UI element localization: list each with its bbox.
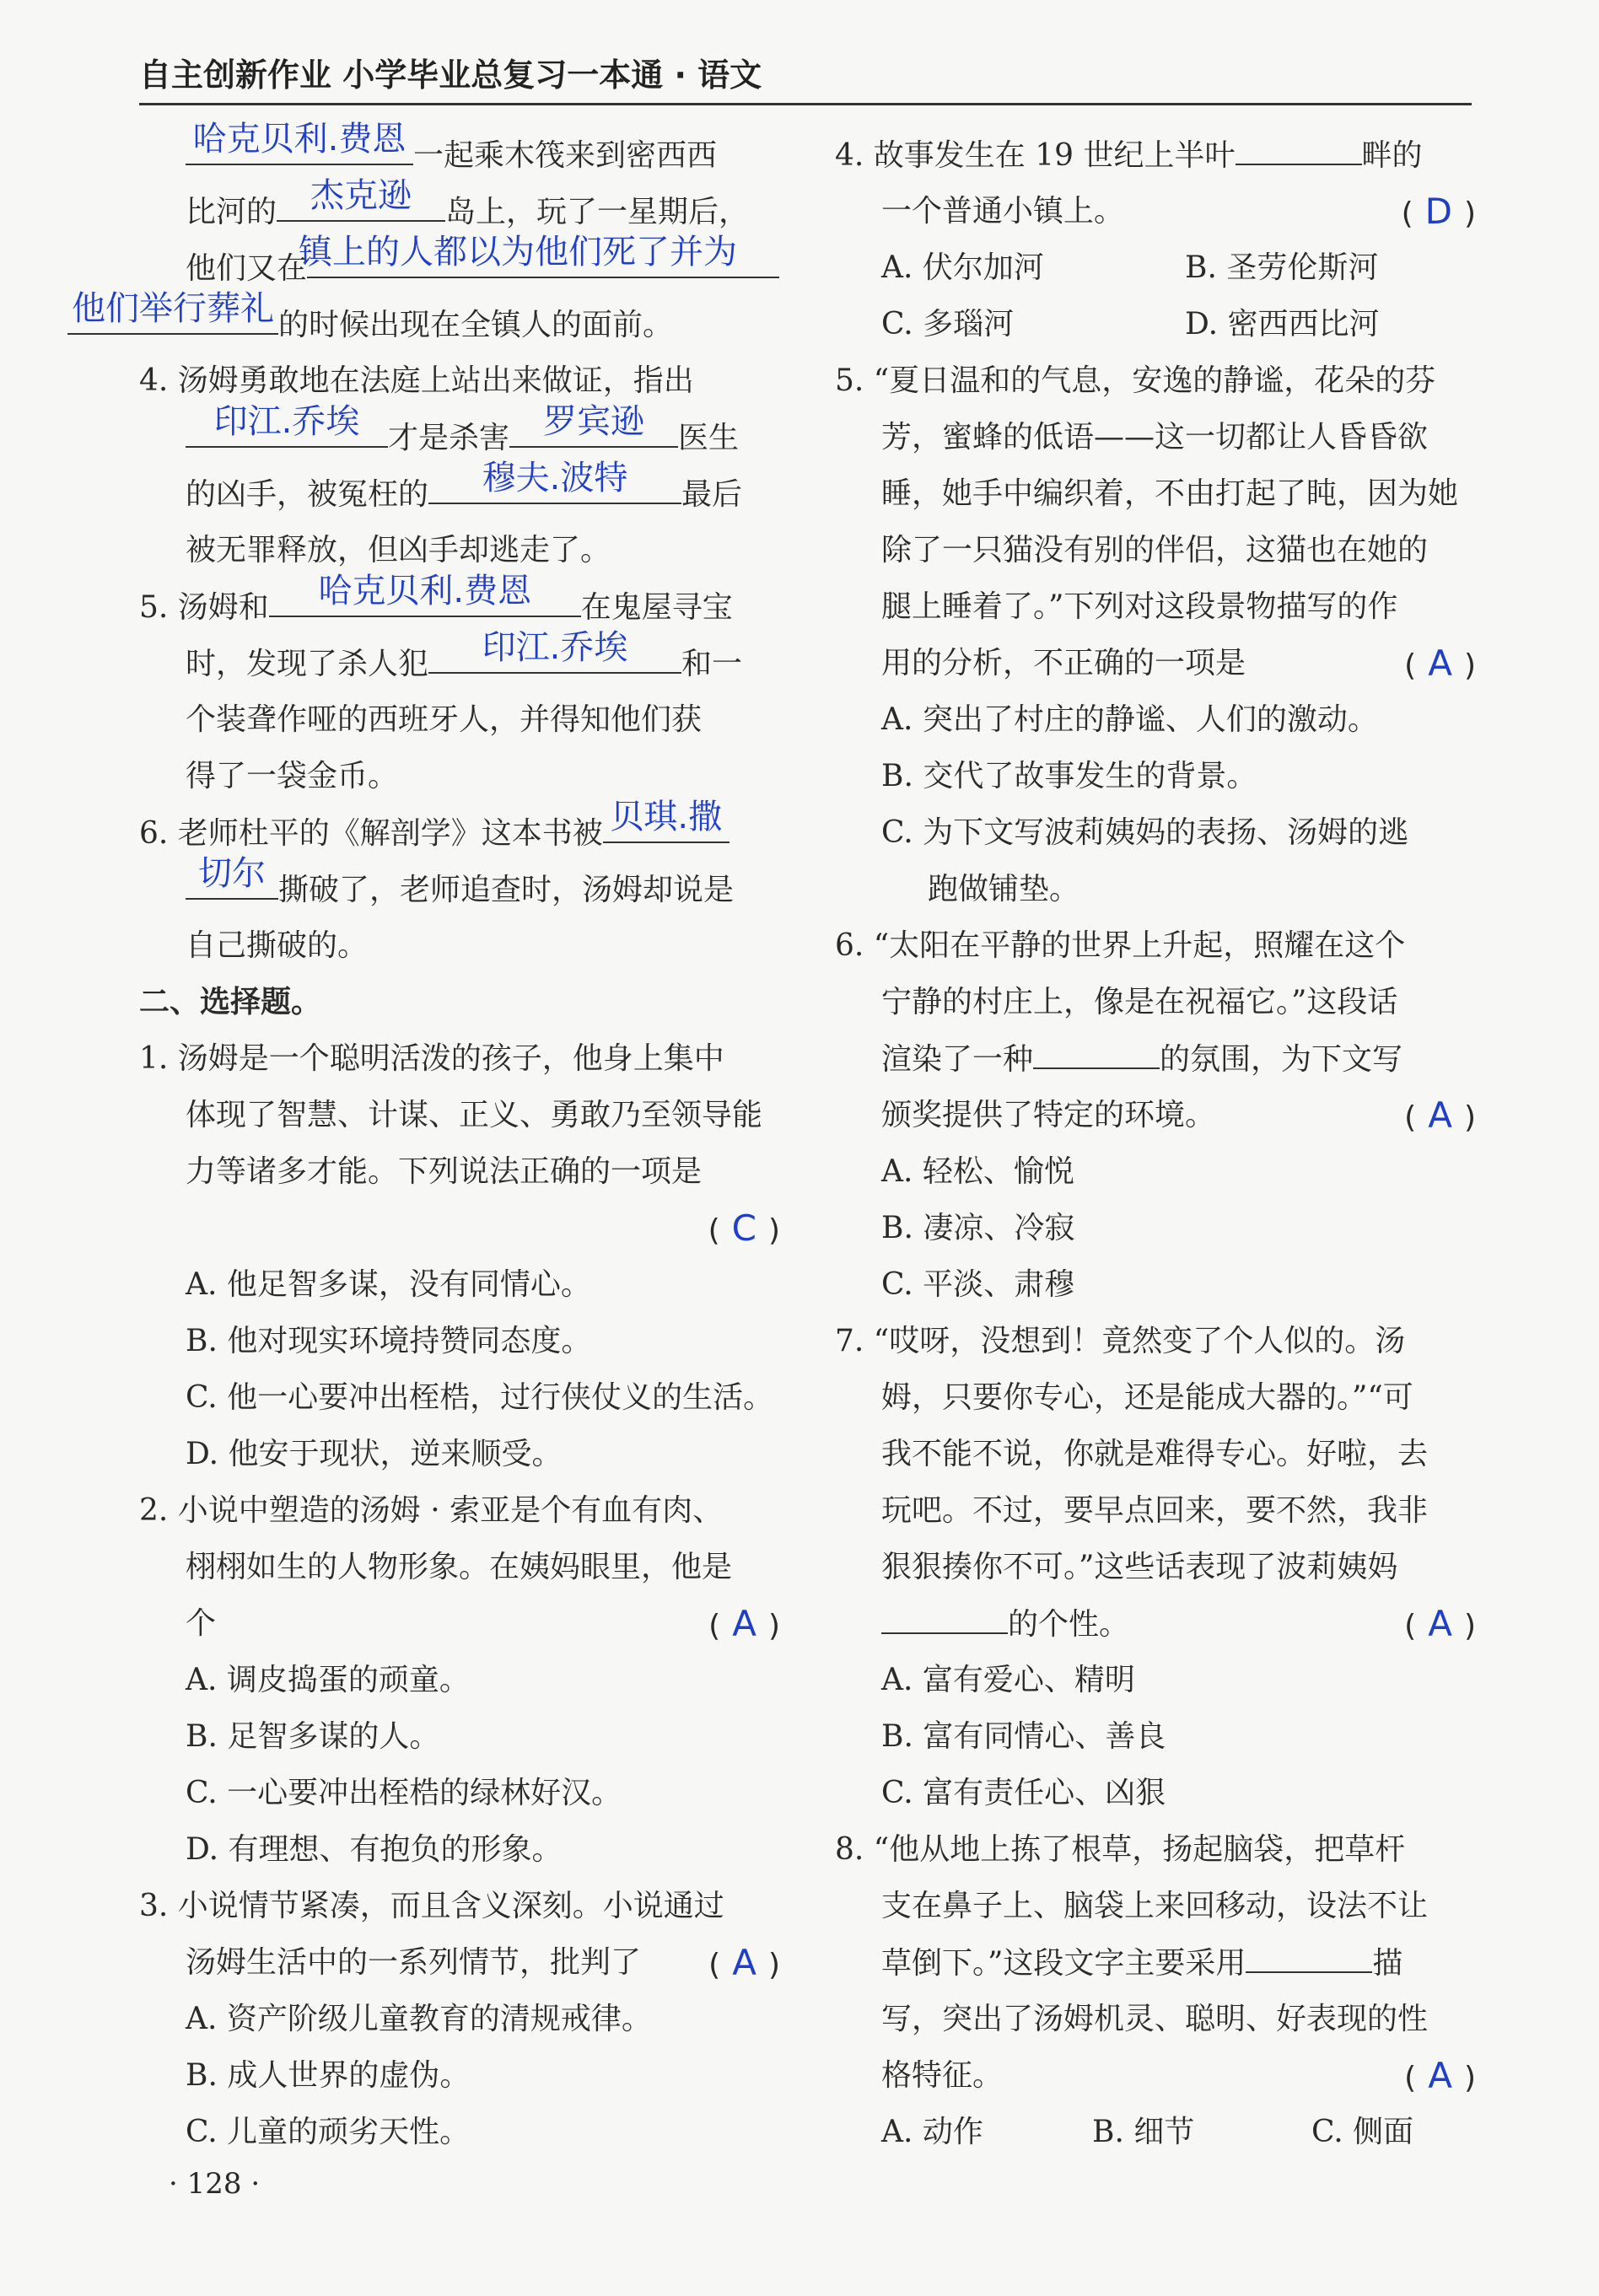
text: 得了一袋金币。 — [186, 759, 399, 793]
text-line — [139, 402, 780, 465]
option-row — [835, 2104, 1476, 2160]
text: 体现了智慧、计谋、正义、勇敢乃至领导能 — [186, 1098, 763, 1132]
answer-bracket: ( A ) — [1404, 1094, 1476, 1136]
text-line — [139, 1087, 780, 1143]
text-line — [139, 748, 780, 804]
option: B. 圣劳伦斯河 — [1185, 250, 1379, 285]
answer-blank — [428, 628, 681, 674]
option: A. 调皮捣蛋的顽童。 — [186, 1663, 470, 1697]
option: B. 交代了故事发生的背景。 — [881, 759, 1257, 793]
text: 2. 小说中塑造的汤姆 · 索亚是个有血有肉、 — [139, 1493, 724, 1528]
text: 最后 — [681, 477, 743, 512]
answer-bracket: ( A ) — [708, 1603, 780, 1644]
page-header: 自主创新作业 小学毕业总复习一本通 · 语文 — [139, 56, 762, 94]
choice-8: 8. “他从地上拣了根草，扬起脑袋，把草杆 — [835, 1832, 1406, 1867]
answer-line — [139, 1200, 780, 1256]
text: 4. 汤姆勇敢地在法庭上站出来做证，指出 — [139, 363, 694, 398]
option-row — [835, 296, 1476, 352]
choice-3 — [139, 1878, 780, 1934]
text: 比河的 — [186, 195, 277, 229]
answer-bracket: ( D ) — [1401, 191, 1476, 232]
text-line — [139, 1934, 780, 1991]
text: 和一 — [681, 647, 743, 681]
option: A. 富有爱心、精明 — [881, 1663, 1135, 1697]
answer-blank — [186, 120, 413, 165]
answer-blank — [269, 572, 581, 617]
text-line — [139, 628, 780, 691]
option: A. 他足智多谋，没有同情心。 — [186, 1267, 591, 1302]
text-line: 腿上睡着了。”下列对这段景物描写的作 — [881, 589, 1398, 624]
text: 一起乘木筏来到密西西 — [413, 138, 718, 173]
option: C. 一心要冲出桎梏的绿林好汉。 — [186, 1776, 622, 1810]
text: 草倒下。”这段文字主要采用 — [881, 1946, 1246, 1981]
handwritten-answer: A — [1428, 1603, 1452, 1644]
answer-blank — [428, 459, 681, 504]
text-line: 写，突出了汤姆机灵、聪明、好表现的性 — [881, 2002, 1429, 2036]
text-line — [139, 1595, 780, 1652]
option: B. 凄凉、冷寂 — [881, 1211, 1075, 1245]
text: 他们又在 — [186, 251, 308, 286]
text: 个 — [186, 1606, 217, 1641]
text: 描 — [1372, 1946, 1403, 1981]
answer-blank — [881, 1595, 1008, 1634]
answer-bracket: ( A ) — [1404, 643, 1476, 684]
handwritten-answer: 他们举行葬礼 — [72, 289, 274, 328]
text: 医生 — [678, 421, 740, 455]
text: 自己撕破的。 — [186, 928, 369, 963]
text-line — [835, 2047, 1476, 2104]
handwritten-answer: A — [732, 1603, 756, 1644]
option: A. 突出了村庄的静谧、人们的激动。 — [881, 702, 1378, 737]
text: 颁奖提供了特定的环境。 — [881, 1098, 1216, 1132]
handwritten-answer: 哈克贝利.费恩 — [192, 120, 406, 159]
option: B. 成人世界的虚伪。 — [186, 2058, 471, 2093]
text-line: 狠狠揍你不可。”这些话表现了波莉姨妈 — [881, 1550, 1398, 1584]
choice-5: 5. “夏日温和的气息，安逸的静谧，花朵的芬 — [835, 363, 1436, 398]
handwritten-answer: A — [1428, 2055, 1452, 2096]
text: 4. 故事发生在 19 世纪上半叶 — [835, 138, 1236, 173]
question-5 — [139, 572, 780, 635]
handwritten-answer: 印江.乔埃 — [482, 628, 628, 667]
text: 格特征。 — [881, 2058, 1004, 2093]
handwritten-answer: 镇上的人都以为他们死了并为 — [299, 233, 738, 272]
text-line: 我不能不说，你就是难得专心。好啦，去 — [881, 1437, 1429, 1471]
option: D. 密西西比河 — [1185, 307, 1380, 341]
handwritten-answer: C — [731, 1207, 756, 1249]
text-line — [835, 1934, 1476, 1991]
text: 在鬼屋寻宝 — [580, 590, 733, 625]
answer-blank — [186, 854, 278, 900]
option: C. 平淡、肃穆 — [881, 1267, 1075, 1302]
text-line — [139, 120, 780, 183]
choice-1 — [139, 1030, 780, 1087]
option-row — [835, 239, 1476, 296]
answer-blank — [67, 289, 278, 335]
text: 的氛围，为下文写 — [1160, 1042, 1403, 1077]
answer-blank — [299, 233, 779, 278]
option: B. 富有同情心、善良 — [881, 1719, 1166, 1754]
answer-blank — [603, 798, 730, 843]
choice-6: 6. “太阳在平静的世界上升起，照耀在这个 — [835, 928, 1406, 963]
option: D. 有理想、有抱负的形象。 — [186, 1832, 563, 1867]
text: 汤姆生活中的一系列情节，批判了 — [186, 1945, 642, 1980]
text-line — [835, 635, 1476, 691]
handwritten-answer: 杰克逊 — [310, 176, 412, 215]
text: 撕破了，老师追查时，汤姆却说是 — [278, 873, 735, 907]
text-line — [835, 1087, 1476, 1143]
text-line — [139, 176, 780, 239]
handwritten-answer: 印江.乔埃 — [213, 402, 360, 441]
answer-bracket: ( A ) — [1404, 2055, 1476, 2096]
text-line — [139, 691, 780, 748]
text-line — [835, 1595, 1476, 1652]
question-4 — [139, 352, 780, 409]
text-line: 玩吧。不过，要早点回来，要不然，我非 — [881, 1493, 1429, 1528]
text-line: 除了一只猫没有别的伴侣，这猫也在她的 — [881, 533, 1429, 567]
answer-blank — [277, 176, 445, 222]
answer-blank — [1236, 126, 1362, 165]
handwritten-answer: A — [1428, 1094, 1452, 1136]
option: C. 多瑙河 — [881, 307, 1015, 341]
text: 一个普通小镇上。 — [881, 194, 1125, 229]
option: A. 轻松、愉悦 — [881, 1154, 1074, 1189]
answer-blank — [1033, 1030, 1160, 1069]
choice-7: 7. “哎呀，没想到！竟然变了个人似的。汤 — [835, 1324, 1406, 1358]
page-number: · 128 · — [169, 2167, 261, 2201]
text: 的个性。 — [1008, 1607, 1130, 1642]
text-line — [139, 917, 780, 974]
text: 6. 老师杜平的《解剖学》这本书被 — [139, 816, 603, 851]
handwritten-answer: 罗宾逊 — [543, 402, 645, 441]
text-line: 芳，蜜蜂的低语——这一切都让人昏昏欲 — [881, 420, 1429, 454]
handwritten-answer: 穆夫.波特 — [482, 459, 628, 497]
answer-bracket: ( A ) — [708, 1942, 780, 1983]
header-rule — [139, 103, 1472, 105]
text: 岛上，玩了一星期后， — [445, 195, 750, 229]
answer-blank — [509, 402, 678, 448]
text: 1. 汤姆是一个聪明活泼的孩子，他身上集中 — [139, 1041, 724, 1076]
text-line — [139, 233, 780, 296]
option: B. 他对现实环境持赞同态度。 — [186, 1324, 592, 1358]
text: 5. 汤姆和 — [139, 590, 269, 625]
choice-4 — [835, 126, 1476, 183]
text: 的凶手，被冤枉的 — [186, 477, 429, 512]
handwritten-answer: 贝琪.撒 — [610, 798, 723, 836]
handwritten-answer: A — [732, 1942, 756, 1983]
text-line: 姆，只要你专心，还是能成大器的。”“可 — [881, 1380, 1413, 1415]
text-line — [139, 522, 780, 578]
option: C. 他一心要冲出桎梏，过行侠仗义的生活。 — [186, 1380, 774, 1415]
handwritten-answer: 哈克贝利.费恩 — [318, 572, 532, 610]
text: 3. 小说情节紧凑，而且含义深刻。小说通过 — [139, 1889, 724, 1923]
handwritten-answer: D — [1424, 191, 1452, 232]
answer-bracket: ( C ) — [708, 1207, 780, 1249]
text: 被无罪释放，但凶手却逃走了。 — [186, 533, 611, 567]
option: A. 伏尔加河 — [881, 250, 1044, 285]
option: C. 儿童的顽劣天性。 — [186, 2115, 471, 2149]
text-line: 支在鼻子上、脑袋上来回移动，设法不让 — [881, 1889, 1429, 1923]
option: C. 富有责任心、凶狠 — [881, 1776, 1166, 1810]
option-continued: 跑做铺垫。 — [928, 872, 1080, 906]
handwritten-answer: 切尔 — [198, 854, 266, 893]
option: C. 为下文写波莉姨妈的表扬、汤姆的逃 — [881, 815, 1409, 850]
option: A. 资产阶级儿童教育的清规戒律。 — [186, 2002, 652, 2036]
text: 渲染了一种 — [881, 1042, 1034, 1077]
text-line — [139, 1539, 780, 1595]
text: 时，发现了杀人犯 — [186, 647, 429, 681]
question-6 — [139, 798, 780, 861]
answer-blank — [186, 402, 388, 448]
answer-bracket: ( A ) — [1404, 1603, 1476, 1644]
answer-blank — [1246, 1934, 1372, 1973]
option: A. 动作 — [881, 2115, 983, 2149]
choice-2 — [139, 1482, 780, 1539]
handwritten-answer: A — [1428, 643, 1452, 684]
text-line — [139, 854, 780, 917]
text: 的时候出现在全镇人的面前。 — [278, 308, 674, 342]
text: 力等诸多才能。下列说法正确的一项是 — [186, 1154, 703, 1189]
option: B. 足智多谋的人。 — [186, 1719, 440, 1754]
section-heading: 二、选择题。 — [139, 985, 322, 1019]
text-line: 宁静的村庄上，像是在祝福它。”这段话 — [881, 985, 1398, 1019]
option: D. 他安于现状，逆来顺受。 — [186, 1437, 563, 1471]
text-line — [835, 183, 1476, 239]
text: 个装聋作哑的西班牙人，并得知他们获 — [186, 702, 703, 737]
left-column — [72, 120, 780, 2160]
text: 栩栩如生的人物形象。在姨妈眼里，他是 — [186, 1550, 733, 1584]
option: B. 细节 — [1092, 2115, 1195, 2149]
text: 才是杀害 — [388, 421, 510, 455]
text-line — [139, 459, 780, 522]
text: 用的分析，不正确的一项是 — [881, 646, 1246, 680]
text: 畔的 — [1361, 138, 1423, 173]
option: C. 侧面 — [1311, 2115, 1414, 2149]
right-column — [835, 126, 1476, 2160]
text-line: 睡，她手中编织着，不由打起了盹，因为她 — [881, 476, 1459, 511]
text-line — [139, 1143, 780, 1200]
text-line — [835, 1030, 1476, 1087]
text-line — [67, 289, 780, 352]
